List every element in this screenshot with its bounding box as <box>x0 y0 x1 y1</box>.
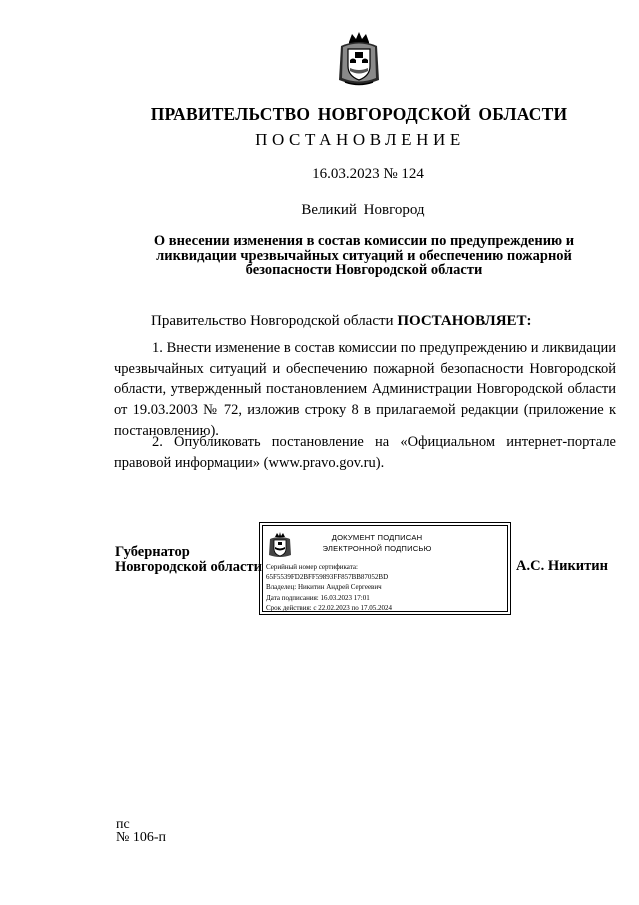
stamp-title <box>307 532 447 554</box>
paragraph-2: 2. Опубликовать постановление на «Официальном интернет-портале правовой информации» (www.pravo.gov.ru). <box>114 434 616 471</box>
stamp-title-line-2: ЭЛЕКТРОННОЙ ПОДПИСЬЮ <box>322 544 432 553</box>
signer-position-line-2: Новгородской области <box>115 558 262 575</box>
signer-name: А.С. Никитин <box>516 558 608 574</box>
stamp-serial-label: Серийный номер сертификата: <box>266 563 358 571</box>
resolution-intro-text: Правительство Новгородской области <box>151 313 398 329</box>
resolution-intro <box>151 313 532 330</box>
novgorod-coat-of-arms-icon <box>267 531 293 559</box>
footer-initials: пс <box>116 817 130 832</box>
stamp-serial-number: 65F5539FD2BFF59893FF857BB87052BD <box>266 573 389 582</box>
signer-position <box>115 545 262 574</box>
novgorod-coat-of-arms-icon <box>335 30 383 88</box>
electronic-signature-stamp <box>259 522 511 615</box>
stamp-validity: Срок действия: с 22.02.2023 по 17.05.2024 <box>266 603 392 612</box>
government-name: ПРАВИТЕЛЬСТВО НОВГОРОДСКОЙ ОБЛАСТИ <box>150 104 568 124</box>
stamp-title-line-1: ДОКУМЕНТ ПОДПИСАН <box>331 533 423 542</box>
document-date-number: 16.03.2023 № 124 <box>312 166 424 182</box>
document-place: Великий Новгород <box>301 202 425 218</box>
paragraph-1: 1. Внести изменение в состав комиссии по предупреждению и ликвидации чрезвычайных ситуаций и обеспечению пожарной безопасности Новгородской области, утвержденный постановлением Администрации Новгородской области от 19.03.2003 № 72, изложив строку 8 в прилагаемой редакции (приложение к постановлению). <box>114 340 616 439</box>
document-subject: О внесении изменения в состав комиссии по предупреждению и ликвидации чрезвычайных ситуаций и обеспечению пожарной безопасности Новгородской области <box>153 233 575 278</box>
stamp-signed-date: Дата подписания: 16.03.2023 17:01 <box>266 593 370 602</box>
stamp-owner: Владелец: Никитин Андрей Сергеевич <box>266 583 382 592</box>
resolution-keyword: ПОСТАНОВЛЯЕТ: <box>397 313 532 329</box>
footer-note <box>116 818 166 844</box>
document-type: ПОСТАНОВЛЕНИЕ <box>255 130 465 149</box>
stamp-inner-frame <box>262 525 508 612</box>
stamp-details <box>266 562 392 613</box>
footer-number: № 106-п <box>116 830 167 845</box>
signer-position-line-1: Губернатор <box>115 544 190 560</box>
